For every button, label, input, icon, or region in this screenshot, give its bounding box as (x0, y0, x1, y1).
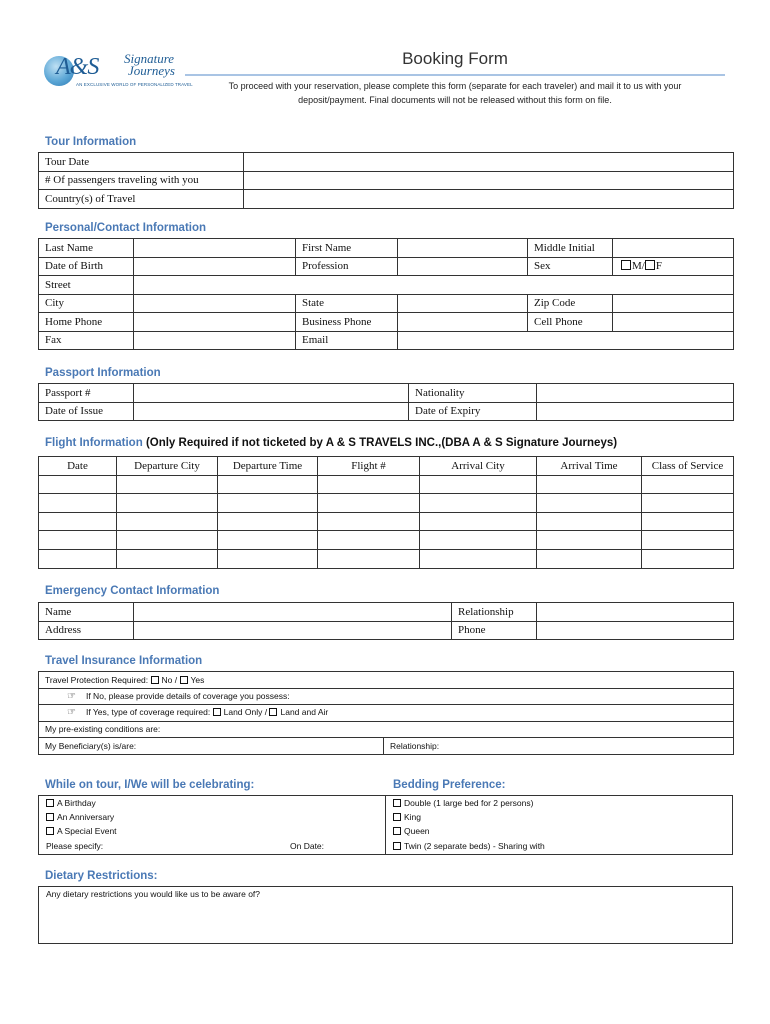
table-row (39, 738, 734, 755)
bedding-king-option[interactable]: King (393, 812, 421, 822)
col-departure-time: Departure Time (218, 457, 318, 476)
col-arrival-time: Arrival Time (537, 457, 642, 476)
col-arrival-city: Arrival City (420, 457, 537, 476)
country-label: Country(s) of Travel (39, 190, 244, 209)
on-date-label: On Date: (290, 841, 325, 851)
table-row (39, 549, 734, 568)
emergency-name-label: Name (39, 603, 134, 622)
table-row (39, 705, 734, 722)
flight-cell[interactable] (642, 549, 734, 568)
col-class-of-service: Class of Service (642, 457, 734, 476)
title-divider (185, 74, 725, 76)
flight-cell[interactable] (318, 549, 420, 568)
beneficiary-field[interactable]: My Beneficiary(s) is/are: (39, 738, 384, 755)
middle-initial-field[interactable] (613, 239, 734, 258)
table-row (39, 153, 734, 172)
table-row (39, 190, 734, 209)
state-field[interactable] (398, 294, 528, 313)
table-row (39, 171, 734, 190)
queen-bed-checkbox[interactable] (393, 827, 401, 835)
flight-cell[interactable] (117, 494, 218, 513)
birthday-checkbox[interactable] (46, 799, 54, 807)
if-yes-row: ☞ If Yes, type of coverage required: Land Only / Land and Air (39, 705, 734, 722)
flight-cell[interactable] (420, 512, 537, 531)
celebrate-birthday-option[interactable]: A Birthday (46, 798, 96, 808)
table-row (39, 512, 734, 531)
please-specify-label: Please specify: (46, 841, 104, 851)
cell-phone-field[interactable] (613, 313, 734, 332)
profession-field[interactable] (398, 257, 528, 276)
section-title-tour: Tour Information (45, 136, 137, 148)
emergency-relationship-field[interactable] (537, 603, 734, 622)
email-label: Email (296, 331, 398, 350)
section-title-emergency: Emergency Contact Information (45, 585, 220, 597)
king-bed-checkbox[interactable] (393, 813, 401, 821)
business-phone-field[interactable] (398, 313, 528, 332)
section-title-celebrating: While on tour, I/We will be celebrating: (45, 779, 255, 791)
passengers-field[interactable] (244, 171, 734, 190)
fax-field[interactable] (134, 331, 296, 350)
table-row (39, 294, 734, 313)
flight-cell[interactable] (420, 494, 537, 513)
intro-text: To proceed with your reservation, please complete this form (separate for each traveler) and mail it to us with your deposit/payment. Final documents will not be released without this form on file. (228, 81, 682, 105)
section-title-dietary: Dietary Restrictions: (45, 870, 158, 882)
sex-female-checkbox[interactable] (645, 260, 655, 270)
table-row (39, 313, 734, 332)
flight-cell[interactable] (117, 549, 218, 568)
pointing-hand-icon: ☞ (67, 690, 76, 702)
nationality-label: Nationality (409, 384, 537, 403)
logo-tagline: AN EXCLUSIVE WORLD OF PERSONALIZED TRAVEL (76, 82, 193, 87)
table-row (39, 402, 734, 421)
flight-cell[interactable] (537, 494, 642, 513)
land-and-air-checkbox[interactable] (269, 708, 277, 716)
flight-cell[interactable] (537, 549, 642, 568)
flight-cell[interactable] (218, 494, 318, 513)
flight-cell[interactable] (318, 531, 420, 550)
flight-cell[interactable] (537, 512, 642, 531)
flight-note: (Only Required if not ticketed by A & S TRAVELS INC.,(DBA A & S Signature Journeys) (145, 437, 618, 449)
tour-date-label: Tour Date (39, 153, 244, 172)
insurance-no-checkbox[interactable] (151, 676, 159, 684)
flight-cell[interactable] (537, 531, 642, 550)
celebrate-special-event-option[interactable]: A Special Event (46, 826, 117, 836)
home-phone-label: Home Phone (39, 313, 134, 332)
expiry-date-label: Date of Expiry (409, 402, 537, 421)
zip-label: Zip Code (528, 294, 613, 313)
bedding-twin-option[interactable]: Twin (2 separate beds) - Sharing with (393, 841, 545, 851)
first-name-label: First Name (296, 239, 398, 258)
personal-info-table (38, 238, 734, 350)
country-field[interactable] (244, 190, 734, 209)
if-no-row: ☞ If No, please provide details of coverage you possess: (39, 688, 734, 705)
passengers-label: # Of passengers traveling with you (39, 171, 244, 190)
section-title-bedding: Bedding Preference: (393, 779, 506, 791)
special-event-checkbox[interactable] (46, 827, 54, 835)
twin-bed-checkbox[interactable] (393, 842, 401, 850)
beneficiary-relationship-field[interactable]: Relationship: (384, 738, 734, 755)
flight-info-table (38, 456, 734, 569)
section-title-passport: Passport Information (45, 367, 161, 379)
sex-label: Sex (528, 257, 613, 276)
emergency-relationship-label: Relationship (452, 603, 537, 622)
section-title-personal: Personal/Contact Information (45, 222, 207, 234)
land-only-checkbox[interactable] (213, 708, 221, 716)
flight-cell[interactable] (218, 549, 318, 568)
emergency-name-field[interactable] (134, 603, 452, 622)
issue-date-label: Date of Issue (39, 402, 134, 421)
table-header-row (39, 457, 734, 476)
state-label: State (296, 294, 398, 313)
passport-info-table (38, 383, 734, 421)
passport-number-field[interactable] (134, 384, 409, 403)
home-phone-field[interactable] (134, 313, 296, 332)
anniversary-checkbox[interactable] (46, 813, 54, 821)
company-logo (44, 51, 193, 92)
flight-cell[interactable] (117, 475, 218, 494)
middle-initial-label: Middle Initial (528, 239, 613, 258)
protection-row: Travel Protection Required: No / Yes (39, 672, 734, 689)
table-row (39, 475, 734, 494)
table-row (39, 672, 734, 689)
table-row (39, 239, 734, 258)
emergency-phone-label: Phone (452, 621, 537, 640)
flight-cell[interactable] (218, 531, 318, 550)
flight-cell[interactable] (420, 475, 537, 494)
flight-cell[interactable] (642, 531, 734, 550)
table-row (39, 721, 734, 738)
flight-cell[interactable] (318, 512, 420, 531)
col-flight-number: Flight # (318, 457, 420, 476)
table-row (39, 621, 734, 640)
table-row (39, 494, 734, 513)
flight-cell[interactable] (420, 549, 537, 568)
emergency-address-field[interactable] (134, 621, 452, 640)
tour-info-table (38, 152, 734, 209)
expiry-date-field[interactable] (537, 402, 734, 421)
last-name-field[interactable] (134, 239, 296, 258)
dob-label: Date of Birth (39, 257, 134, 276)
flight-cell[interactable] (537, 475, 642, 494)
flight-cell[interactable] (117, 531, 218, 550)
flight-cell[interactable] (420, 531, 537, 550)
pre-existing-field[interactable]: My pre-existing conditions are: (39, 721, 734, 738)
flight-cell[interactable] (39, 531, 117, 550)
sex-options: M/ F (613, 257, 734, 276)
pointing-hand-icon: ☞ (67, 707, 76, 719)
flight-cell[interactable] (218, 512, 318, 531)
logo-name: Signature Journeys (124, 51, 175, 78)
table-row (39, 384, 734, 403)
section-title-flight: Flight Information (Only Required if not ticketed by A & S TRAVELS INC.,(DBA A & S Signature Journeys) (45, 437, 618, 449)
section-title-insurance: Travel Insurance Information (45, 655, 203, 667)
profession-label: Profession (296, 257, 398, 276)
flight-cell[interactable] (642, 475, 734, 494)
col-departure-city: Departure City (117, 457, 218, 476)
passport-number-label: Passport # (39, 384, 134, 403)
city-label: City (39, 294, 134, 313)
bedding-double-option[interactable]: Double (1 large bed for 2 persons) (393, 798, 533, 808)
table-row (39, 603, 734, 622)
table-row (39, 331, 734, 350)
table-row (39, 257, 734, 276)
flight-cell[interactable] (642, 494, 734, 513)
celebrate-anniversary-option[interactable]: An Anniversary (46, 812, 114, 822)
col-date: Date (39, 457, 117, 476)
page-title: Booking Form (402, 49, 508, 68)
last-name-label: Last Name (39, 239, 134, 258)
business-phone-label: Business Phone (296, 313, 398, 332)
double-bed-checkbox[interactable] (393, 799, 401, 807)
city-field[interactable] (134, 294, 296, 313)
flight-cell[interactable] (318, 475, 420, 494)
flight-cell[interactable] (117, 512, 218, 531)
fax-label: Fax (39, 331, 134, 350)
table-row (39, 276, 734, 295)
emergency-address-label: Address (39, 621, 134, 640)
flight-cell[interactable] (39, 512, 117, 531)
flight-cell[interactable] (39, 549, 117, 568)
table-row (39, 688, 734, 705)
flight-cell[interactable] (642, 512, 734, 531)
emergency-contact-table (38, 602, 734, 640)
tour-date-field[interactable] (244, 153, 734, 172)
flight-cell[interactable] (218, 475, 318, 494)
logo-mark: A&S (56, 54, 99, 80)
dob-field[interactable] (134, 257, 296, 276)
flight-cell[interactable] (39, 475, 117, 494)
insurance-yes-checkbox[interactable] (180, 676, 188, 684)
cell-phone-label: Cell Phone (528, 313, 613, 332)
insurance-table (38, 671, 734, 755)
nationality-field[interactable] (537, 384, 734, 403)
flight-cell[interactable] (318, 494, 420, 513)
first-name-field[interactable] (398, 239, 528, 258)
issue-date-field[interactable] (134, 402, 409, 421)
emergency-phone-field[interactable] (537, 621, 734, 640)
street-field[interactable] (134, 276, 734, 295)
bedding-queen-option[interactable]: Queen (393, 826, 430, 836)
street-label: Street (39, 276, 134, 295)
email-field[interactable] (398, 331, 734, 350)
flight-cell[interactable] (39, 494, 117, 513)
sex-male-checkbox[interactable] (621, 260, 631, 270)
zip-field[interactable] (613, 294, 734, 313)
table-row (39, 531, 734, 550)
dietary-question: Any dietary restrictions you would like us to be aware of? (46, 889, 261, 899)
